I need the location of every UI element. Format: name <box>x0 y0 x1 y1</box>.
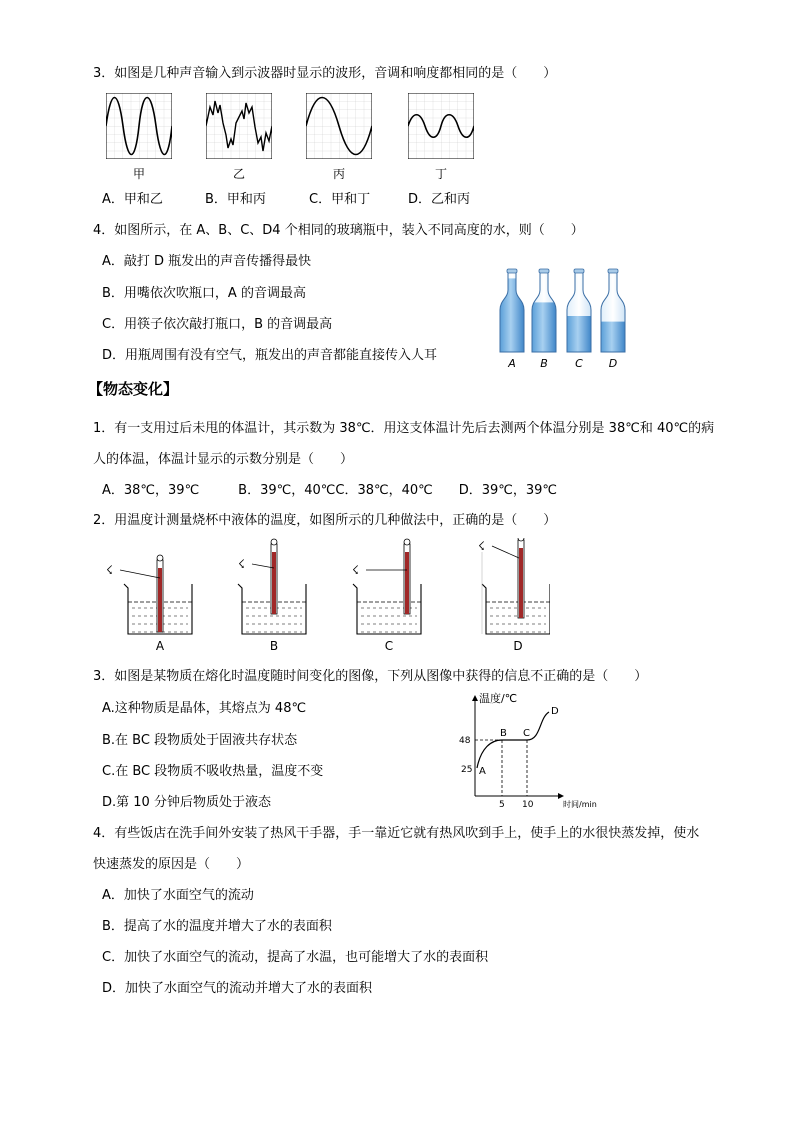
state-q3-option-a[interactable]: A.这种物质是晶体，其熔点为 48℃ <box>102 701 307 716</box>
beaker-c <box>352 539 421 634</box>
graph-point-b: B <box>500 728 507 739</box>
state-q1-options[interactable]: A．38℃，39℃ B．39℃，40℃C．38℃，40℃ D．39℃，39℃ <box>102 483 558 498</box>
state-q4-option-c[interactable]: C．加快了水面空气的流动，提高了水温，也可能增大了水的表面积 <box>102 950 489 965</box>
state-q4-line2: 快速蒸发的原因是（ ） <box>93 857 250 872</box>
beaker-d <box>478 538 550 634</box>
graph-xtick-10: 10 <box>522 800 534 810</box>
state-q4-line1: 4．有些饭店在洗手间外安装了热风干手器，手一靠近它就有热风吹到手上，使手上的水很快蒸发掉，使水 <box>93 826 700 841</box>
graph-ytick-25: 25 <box>461 765 473 775</box>
thermometer-beakers-figure <box>100 538 550 658</box>
state-q3-option-c[interactable]: C.在 BC 段物质不吸收热量，温度不变 <box>102 764 324 779</box>
graph-point-a: A <box>479 766 486 777</box>
state-q4-option-a[interactable]: A．加快了水面空气的流动 <box>102 888 254 903</box>
waveform-yi <box>206 93 272 159</box>
sound-q3-option-d[interactable]: D．乙和丙 <box>408 192 471 207</box>
section-title-state-change: 【物态变化】 <box>88 380 179 398</box>
bottle-water-c <box>567 316 591 352</box>
waveform-bing <box>306 93 372 159</box>
bottle-c <box>567 269 591 352</box>
waveform-label-ding: 丁 <box>434 167 447 181</box>
bottle-label-b: B <box>540 357 548 370</box>
sound-q4-option-d[interactable]: D．用瓶周围有没有空气，瓶发出的声音都能直接传入人耳 <box>102 348 438 363</box>
graph-xtick-5: 5 <box>499 800 505 810</box>
bottle-label-c: C <box>575 357 583 370</box>
state-q3-option-d[interactable]: D.第 10 分钟后物质处于液态 <box>102 795 271 810</box>
sound-q3-option-a[interactable]: A．甲和乙 <box>102 192 163 207</box>
state-q3-option-b[interactable]: B.在 BC 段物质处于固液共存状态 <box>102 733 298 748</box>
beaker-a <box>106 555 192 634</box>
waveform-label-jia: 甲 <box>132 167 145 181</box>
state-q1-line1: 1．有一支用过后未甩的体温计，其示数为 38℃．用这支体温计先后去测两个体温分别是 38℃和 40℃的病 <box>93 421 715 436</box>
eye-icon: ☇ <box>238 557 245 571</box>
melting-graph <box>455 688 615 812</box>
beaker-label-b: B <box>269 639 279 653</box>
waveform-label-bing: 丙 <box>332 167 345 181</box>
thermometer-d <box>518 538 524 618</box>
sound-q3-text: 3．如图是几种声音输入到示波器时显示的波形，音调和响度都相同的是（ ） <box>93 66 557 81</box>
bottle-water-a <box>500 278 524 352</box>
thermometer-c <box>404 539 410 614</box>
sound-q4-option-b[interactable]: B．用嘴依次吹瓶口，A 的音调最高 <box>102 286 306 301</box>
waveform-label-yi: 乙 <box>232 167 245 181</box>
bottle-a <box>500 269 524 352</box>
sound-q3-option-c[interactable]: C．甲和丁 <box>309 192 371 207</box>
eye-icon: ☇ <box>478 539 485 553</box>
bottle-d <box>601 269 625 352</box>
state-q1-line2: 人的体温，体温计显示的示数分别是（ ） <box>93 452 354 467</box>
waveform-ding <box>408 93 474 159</box>
bottle-label-a: A <box>508 357 516 370</box>
graph-point-d: D <box>551 706 559 717</box>
beaker-label-a: A <box>155 639 165 653</box>
graph-ylabel: 温度/℃ <box>479 692 518 705</box>
bottle-water-d <box>601 322 625 352</box>
sound-q4-option-c[interactable]: C．用筷子依次敲打瓶口，B 的音调最高 <box>102 317 333 332</box>
beaker-label-d: D <box>513 639 523 653</box>
state-q4-option-d[interactable]: D．加快了水面空气的流动并增大了水的表面积 <box>102 981 373 996</box>
state-q4-option-b[interactable]: B．提高了水的温度并增大了水的表面积 <box>102 919 332 934</box>
eye-icon: ☇ <box>352 563 359 577</box>
sound-q3-option-b[interactable]: B．甲和丙 <box>205 192 266 207</box>
bottle-water-b <box>532 302 556 352</box>
sound-q4-text: 4．如图所示，在 A、B、C、D4 个相同的玻璃瓶中，装入不同高度的水，则（ ） <box>93 223 584 238</box>
beaker-label-c: C <box>384 639 394 653</box>
graph-ytick-48: 48 <box>459 736 471 746</box>
graph-point-c: C <box>523 728 530 739</box>
waveform-jia <box>106 93 172 159</box>
sound-q4-option-a[interactable]: A．敲打 D 瓶发出的声音传播得最快 <box>102 254 312 269</box>
state-q2-text: 2．用温度计测量烧杯中液体的温度，如图所示的几种做法中，正确的是（ ） <box>93 513 557 528</box>
thermometer-a <box>157 555 163 632</box>
beaker-b <box>238 539 306 634</box>
graph-xlabel: 时间/min <box>563 800 597 809</box>
state-q3-text: 3．如图是某物质在熔化时温度随时间变化的图像，下列从图像中获得的信息不正确的是（ ） <box>93 669 648 684</box>
thermometer-b <box>271 539 277 614</box>
bottle-label-d: D <box>608 357 618 370</box>
bottle-b <box>532 269 556 352</box>
bottles-figure <box>492 266 632 376</box>
eye-icon: ☇ <box>106 563 113 577</box>
